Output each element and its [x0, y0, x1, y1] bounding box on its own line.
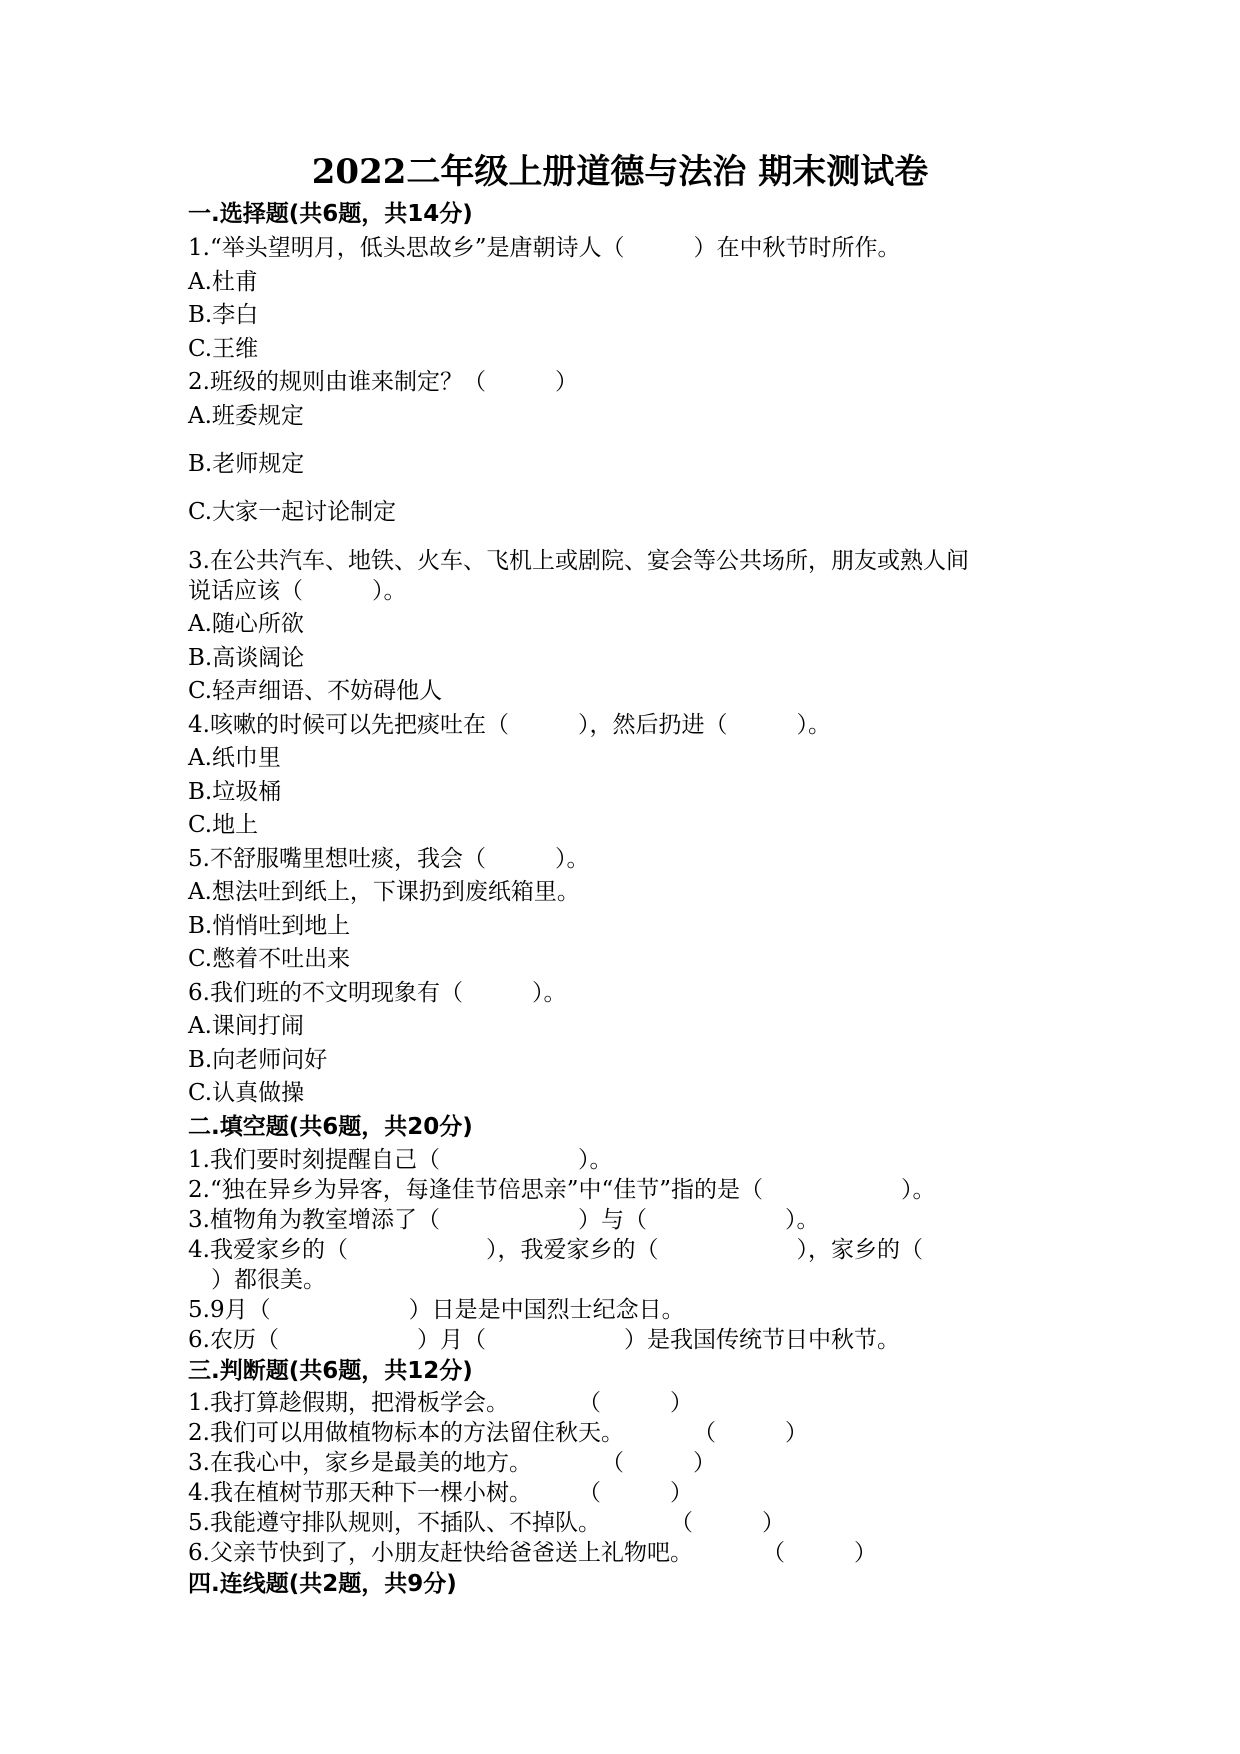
- question-text: 4.我在植树节那天种下一棵小树。 （ ）: [188, 1480, 693, 1506]
- option-text: B.老师规定: [188, 451, 305, 477]
- option-text: A.杜甫: [188, 269, 258, 295]
- option-text: C.憋着不吐出来: [188, 946, 351, 972]
- option-text: B.向老师问好: [188, 1047, 328, 1073]
- question-text: 3.在我心中，家乡是最美的地方。 （ ）: [188, 1450, 716, 1476]
- question-text: 6.农历（ ）月（ ）是我国传统节日中秋节。: [188, 1327, 900, 1353]
- question-text: 1.我打算趁假期，把滑板学会。 （ ）: [188, 1390, 693, 1416]
- option-text: A.随心所欲: [188, 611, 304, 637]
- section-heading-choice: 一.选择题(共6题，共14分): [188, 201, 473, 227]
- option-text: C.大家一起讨论制定: [188, 499, 397, 525]
- page-title: 2022二年级上册道德与法治 期末测试卷: [311, 152, 929, 192]
- question-text: 5.我能遵守排队规则，不插队、不掉队。 （ ）: [188, 1510, 785, 1536]
- option-text: A.想法吐到纸上，下课扔到废纸箱里。: [188, 879, 580, 905]
- section-heading-fill-blank: 二.填空题(共6题，共20分): [188, 1114, 473, 1140]
- question-text: 4.我爱家乡的（ ），我爱家乡的（ ），家乡的（: [188, 1237, 923, 1263]
- option-text: B.垃圾桶: [188, 779, 282, 805]
- question-text: 2.“独在异乡为异客，每逢佳节倍思亲”中“佳节”指的是（ ）。: [188, 1177, 936, 1203]
- question-text: 6.父亲节快到了，小朋友赶快给爸爸送上礼物吧。 （ ）: [188, 1540, 877, 1566]
- question-text: 3.植物角为教室增添了（ ）与（ ）。: [188, 1207, 820, 1233]
- question-text: 2.我们可以用做植物标本的方法留住秋天。 （ ）: [188, 1420, 808, 1446]
- option-text: B.李白: [188, 302, 259, 328]
- option-text: B.高谈阔论: [188, 645, 305, 671]
- question-text-continued: 说话应该（ ）。: [188, 578, 407, 604]
- section-heading-true-false: 三.判断题(共6题，共12分): [188, 1358, 473, 1384]
- option-text: A.课间打闹: [188, 1013, 304, 1039]
- option-text: C.王维: [188, 336, 259, 362]
- option-text: B.悄悄吐到地上: [188, 913, 351, 939]
- section-heading-matching: 四.连线题(共2题，共9分): [188, 1571, 457, 1597]
- option-text: C.轻声细语、不妨碍他人: [188, 678, 443, 704]
- question-text: 5.9月（ ）日是是中国烈士纪念日。: [188, 1297, 685, 1323]
- question-text: 2.班级的规则由谁来制定？（ ）: [188, 369, 578, 395]
- option-text: C.地上: [188, 812, 259, 838]
- question-text: 3.在公共汽车、地铁、火车、飞机上或剧院、宴会等公共场所，朋友或熟人间: [188, 548, 969, 574]
- question-text: 1.我们要时刻提醒自己（ ）。: [188, 1147, 613, 1173]
- question-text: 4.咳嗽的时候可以先把痰吐在（ ），然后扔进（ ）。: [188, 712, 831, 738]
- option-text: A.纸巾里: [188, 745, 281, 771]
- option-text: C.认真做操: [188, 1080, 305, 1106]
- question-text-continued: ）都很美。: [188, 1267, 326, 1293]
- option-text: A.班委规定: [188, 403, 304, 429]
- question-text: 1.“举头望明月，低头思故乡”是唐朝诗人（ ）在中秋节时所作。: [188, 235, 901, 261]
- question-text: 5.不舒服嘴里想吐痰，我会（ ）。: [188, 846, 590, 872]
- question-text: 6.我们班的不文明现象有（ ）。: [188, 980, 567, 1006]
